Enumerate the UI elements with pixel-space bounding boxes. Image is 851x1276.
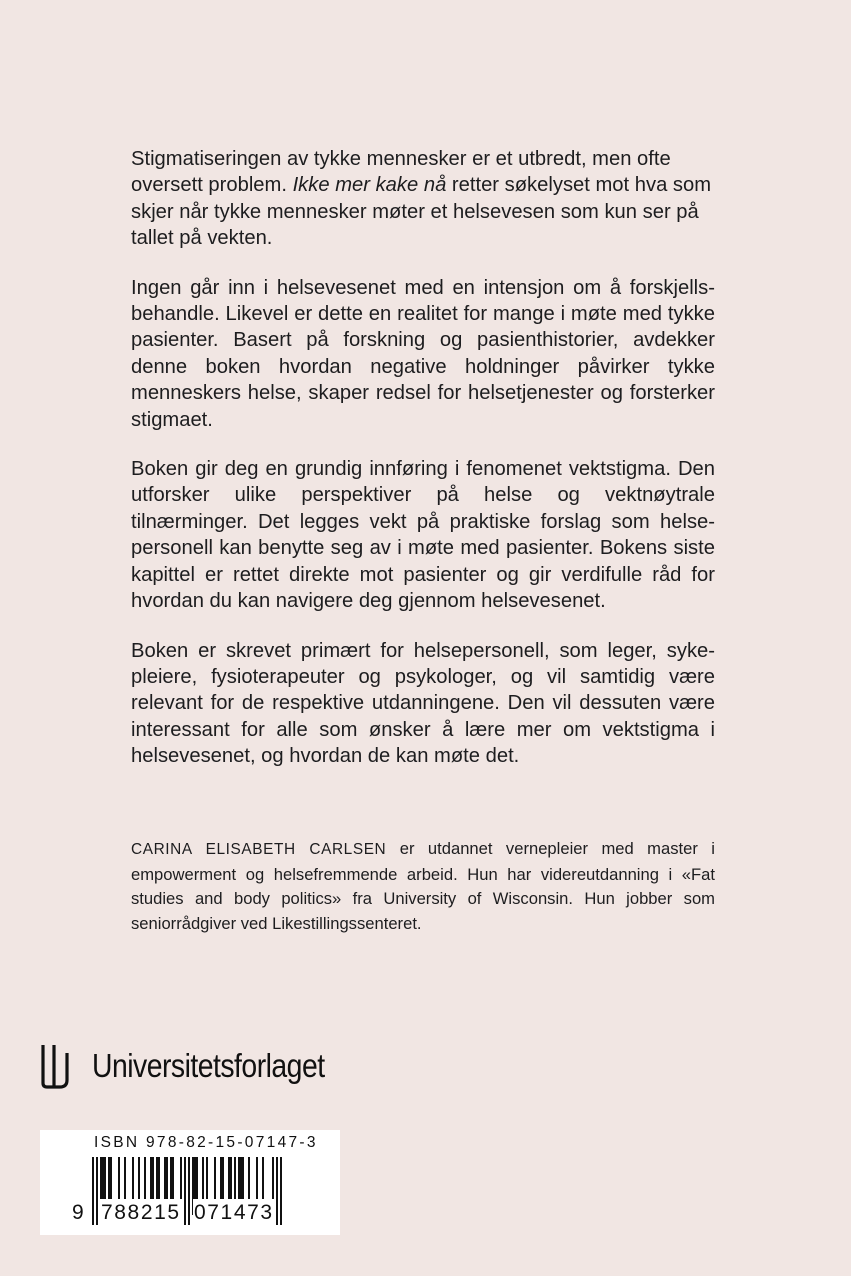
- isbn-label: ISBN 978-82-15-07147-3: [94, 1134, 318, 1151]
- barcode-right-digits: 071473: [193, 1199, 275, 1227]
- barcode-bar: [188, 1157, 190, 1225]
- barcode-bar: [96, 1157, 98, 1225]
- barcode-bar: [276, 1157, 278, 1225]
- author-bio-text: er utdannet vernepleier med master i empowerment og helsefremmende arbeid. Hun har videreutdanning i «Fat studies and body politics» fra University of Wisconsin. Hun jobber som seniorrådgiver ved Likestillingssenteret.: [131, 839, 715, 933]
- back-cover-blurb: [131, 146, 715, 793]
- barcode-lead-digit: 9: [72, 1201, 84, 1224]
- publisher-block: [40, 1042, 362, 1090]
- author-name: CARINA ELISABETH CARLSEN: [131, 841, 387, 858]
- barcode-bar: [184, 1157, 186, 1225]
- blurb-paragraph-3: Boken gir deg en grundig innføring i fenomenet vektstigma. Den utforsker ulike perspektiver på helse og vektnøytrale tilnærminger. Det legges vekt på praktiske forslag som helsepersonell kan benytte seg av i møte med pasienter. Bokens siste kapittel er rettet direkte mot pasienter og gir verdifulle råd for hvordan du kan navigere deg gjennom helsevesenet.: [131, 458, 715, 613]
- publisher-name: Universitetsforlaget: [92, 1047, 325, 1084]
- blurb-paragraph-2: Ingen går inn i helsevesenet med en intensjon om å forskjellsbehandle. Likevel er dette en realitet for mange i møte med tykke pasienter. Basert på forskning og pasienthistorier, avdekker denne boken hvordan negative holdninger påvirker tykke menneskers helse, skaper redsel for helsetjenester og forsterker stigmaet.: [131, 276, 715, 431]
- blurb-p1-rest: retter søkelyset mot hva som skjer når tykke mennesker møter et helsevesen som kun ser på tallet på vekten.: [131, 174, 712, 250]
- publisher-logo-icon: [40, 1043, 70, 1089]
- blurb-paragraph-4: Boken er skrevet primært for helsepersonell, som leger, sykepleiere, fysioterapeuter og psykologer, og vil samtidig være relevant for de respektive utdanningene. Den vil dessuten være interessant for alle som ønsker å lære mer om vektstigma i helsevesenet, og hvordan de kan møte det.: [131, 639, 715, 768]
- blurb-p1-intro: Stigmatiseringen av tykke mennesker er et utbredt, men ofte oversett problem.: [131, 148, 671, 197]
- barcode-bar: [280, 1157, 282, 1225]
- blurb-paragraph-1: [131, 146, 715, 252]
- barcode-left-digits: 788215: [100, 1199, 182, 1227]
- book-title: Ikke mer kake nå: [292, 174, 447, 197]
- author-bio: [131, 837, 715, 936]
- barcode-bar: [92, 1157, 94, 1225]
